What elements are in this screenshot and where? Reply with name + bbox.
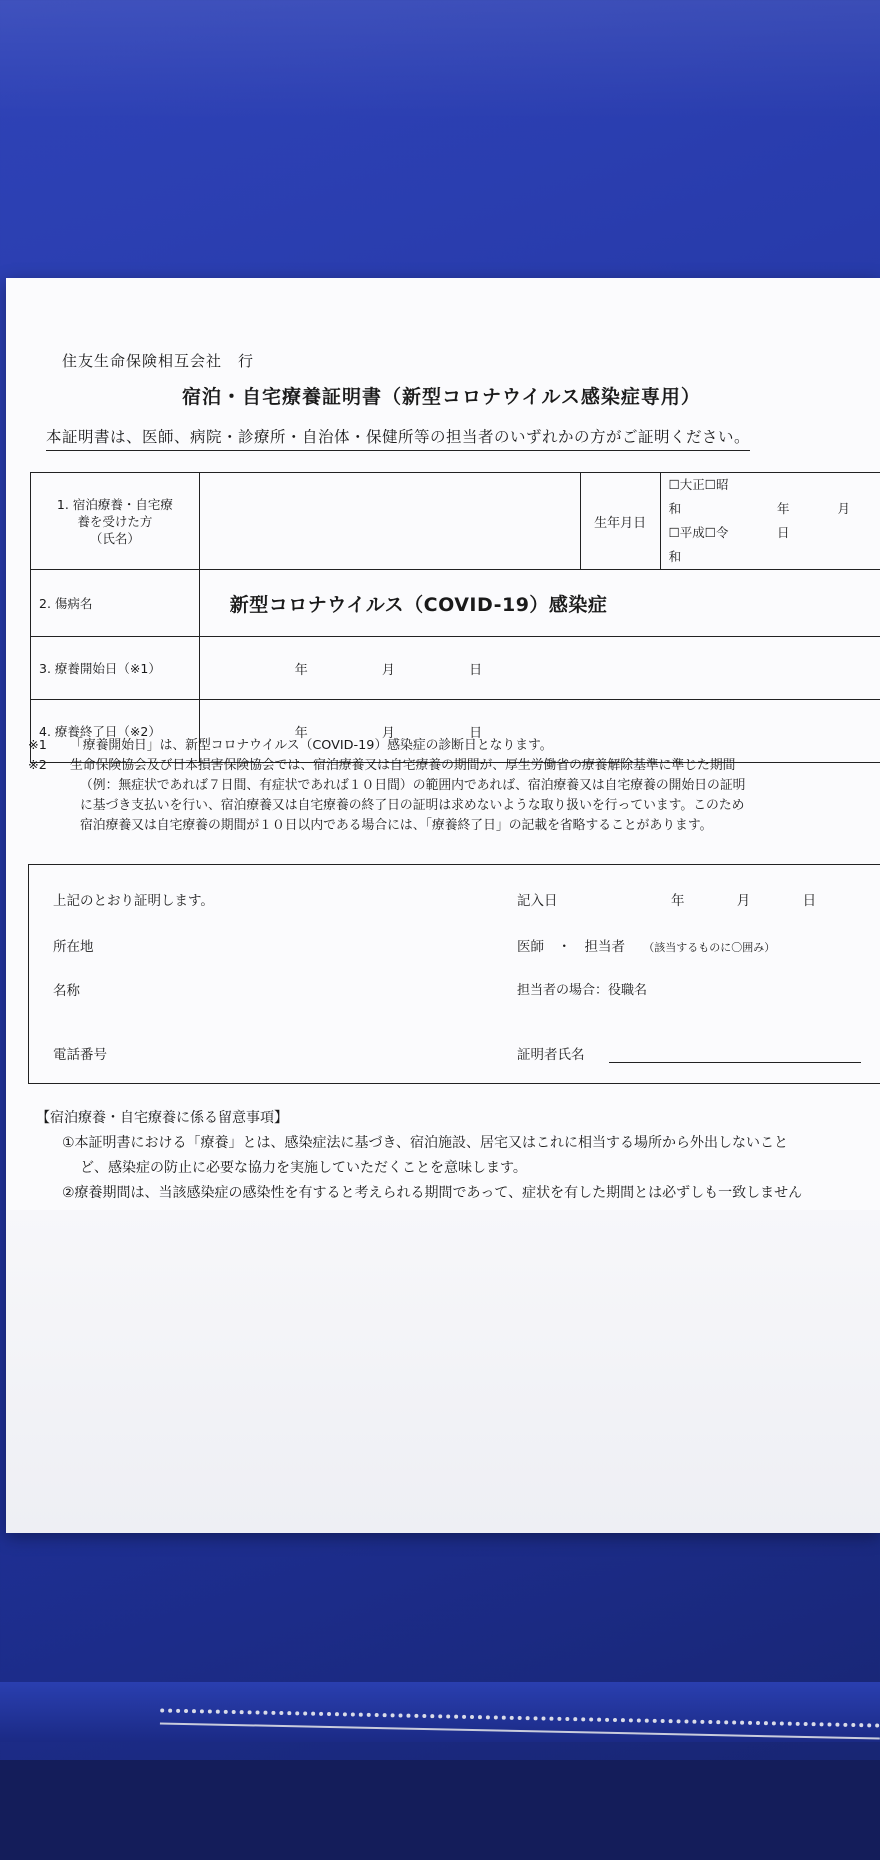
- year-unit: 年: [671, 893, 685, 909]
- instruction-text: 本証明書は、医師、病院・診療所・自治体・保健所等の担当者のいずれかの方がご証明ください。: [46, 425, 750, 451]
- phone-label: 電話番号: [53, 1047, 107, 1063]
- footnotes: [28, 736, 880, 836]
- doctor-or-staff-selector[interactable]: [517, 935, 775, 955]
- start-date-label: 3. 療養開始日（※1）: [31, 637, 200, 700]
- role-label: 担当者の場合：役職名: [517, 983, 648, 998]
- caution-section: [36, 1106, 880, 1206]
- caution-continuation: ど、感染症の防止に必要な協力を実施していただくことを意味します。: [80, 1160, 527, 1176]
- table-row: [31, 637, 880, 700]
- label-line: 1. 宿泊療養・自宅療: [56, 496, 173, 512]
- month-unit: 月: [736, 893, 751, 909]
- day-unit: 日: [802, 893, 817, 909]
- disease-label: 2. 傷病名: [31, 570, 200, 637]
- signature-line[interactable]: [609, 1048, 861, 1063]
- address-label: 所在地: [53, 939, 94, 955]
- certification-box: [28, 864, 880, 1084]
- caution-heading: 【宿泊療養・自宅療養に係る留意事項】: [36, 1110, 288, 1126]
- signer-name-field[interactable]: [517, 1043, 861, 1063]
- year-unit: 年: [776, 501, 790, 516]
- day-unit: 日: [469, 662, 483, 678]
- doctor-staff-note: （該当するものに〇囲み）: [643, 941, 776, 954]
- era-options-1[interactable]: ☐大正☐昭和: [668, 477, 729, 516]
- year-unit: 年: [294, 725, 308, 741]
- footnote: [28, 736, 880, 756]
- patient-name-label: [31, 473, 200, 570]
- label-line: 養を受けた方: [77, 513, 153, 529]
- label-line: （氏名）: [89, 530, 140, 546]
- doctor-staff-label: 医師 ・ 担当者: [517, 939, 625, 955]
- addressee: 住友生命保険相互会社 行: [62, 352, 255, 370]
- footnote-text: 「療養開始日」は、新型コロナウイルス（COVID-19）感染症の診断日となります。: [70, 738, 553, 753]
- month-unit: 月: [837, 501, 850, 516]
- patient-name-field[interactable]: [199, 473, 580, 570]
- footnote-mark: ※1: [28, 738, 47, 753]
- fabric-shadow: [0, 1760, 880, 1860]
- day-unit: 日: [469, 725, 483, 741]
- disease-value: 新型コロナウイルス（COVID-19）感染症: [199, 570, 880, 637]
- start-date-field[interactable]: [199, 637, 880, 700]
- table-row: [31, 473, 880, 570]
- month-unit: 月: [381, 725, 395, 741]
- year-unit: 年: [294, 662, 308, 678]
- footnote-continuation: （例：無症状であれば７日間、有症状であれば１０日間）の範囲内であれば、宿泊療養又は自宅療養の開始日の証明: [80, 778, 746, 793]
- certification-statement: 上記のとおり証明します。: [53, 893, 214, 909]
- birthdate-label: 生年月日: [580, 473, 660, 570]
- facility-name-label: 名称: [53, 983, 80, 999]
- month-unit: 月: [381, 662, 395, 678]
- fabric-background: [0, 0, 880, 120]
- footnote-mark: ※2: [28, 758, 47, 773]
- footnote: [28, 756, 880, 776]
- era-options-2[interactable]: ☐平成☐令和: [668, 525, 729, 564]
- table-row: [31, 570, 880, 637]
- paper-fold: [6, 1210, 880, 1533]
- end-date-label: 4. 療養終了日（※2）: [31, 700, 200, 763]
- birthdate-field[interactable]: [660, 473, 880, 570]
- patient-info-table: [30, 472, 880, 763]
- footnote-continuation: に基づき支払いを行い、宿泊療養又は自宅療養の終了日の証明は求めないような取り扱いを行っています。このため: [80, 798, 745, 813]
- day-unit: 日: [776, 525, 790, 540]
- entry-date-label: 記入日: [517, 893, 558, 909]
- caution-item: ②療養期間は、当該感染症の感染性を有すると考えられる期間であって、症状を有した期間とは必ずしも一致しません: [62, 1185, 803, 1201]
- signer-label: 証明者氏名: [517, 1047, 585, 1063]
- footnote-text: 生命保険協会及び日本損害保険協会では、宿泊療養又は自宅療養の期間が、厚生労働省の療養解除基準に準じた期間: [70, 758, 736, 773]
- entry-date-field[interactable]: [671, 889, 864, 909]
- caution-item: ①本証明書における「療養」とは、感染症法に基づき、宿泊施設、居宅又はこれに相当する場所から外出しないこと: [62, 1135, 788, 1151]
- footnote-continuation: 宿泊療養又は自宅療養の期間が１０日以内である場合には、「療養終了日」の記載を省略することがあります。: [80, 818, 713, 833]
- document-title: 宿泊・自宅療養証明書（新型コロナウイルス感染症専用）: [182, 386, 701, 408]
